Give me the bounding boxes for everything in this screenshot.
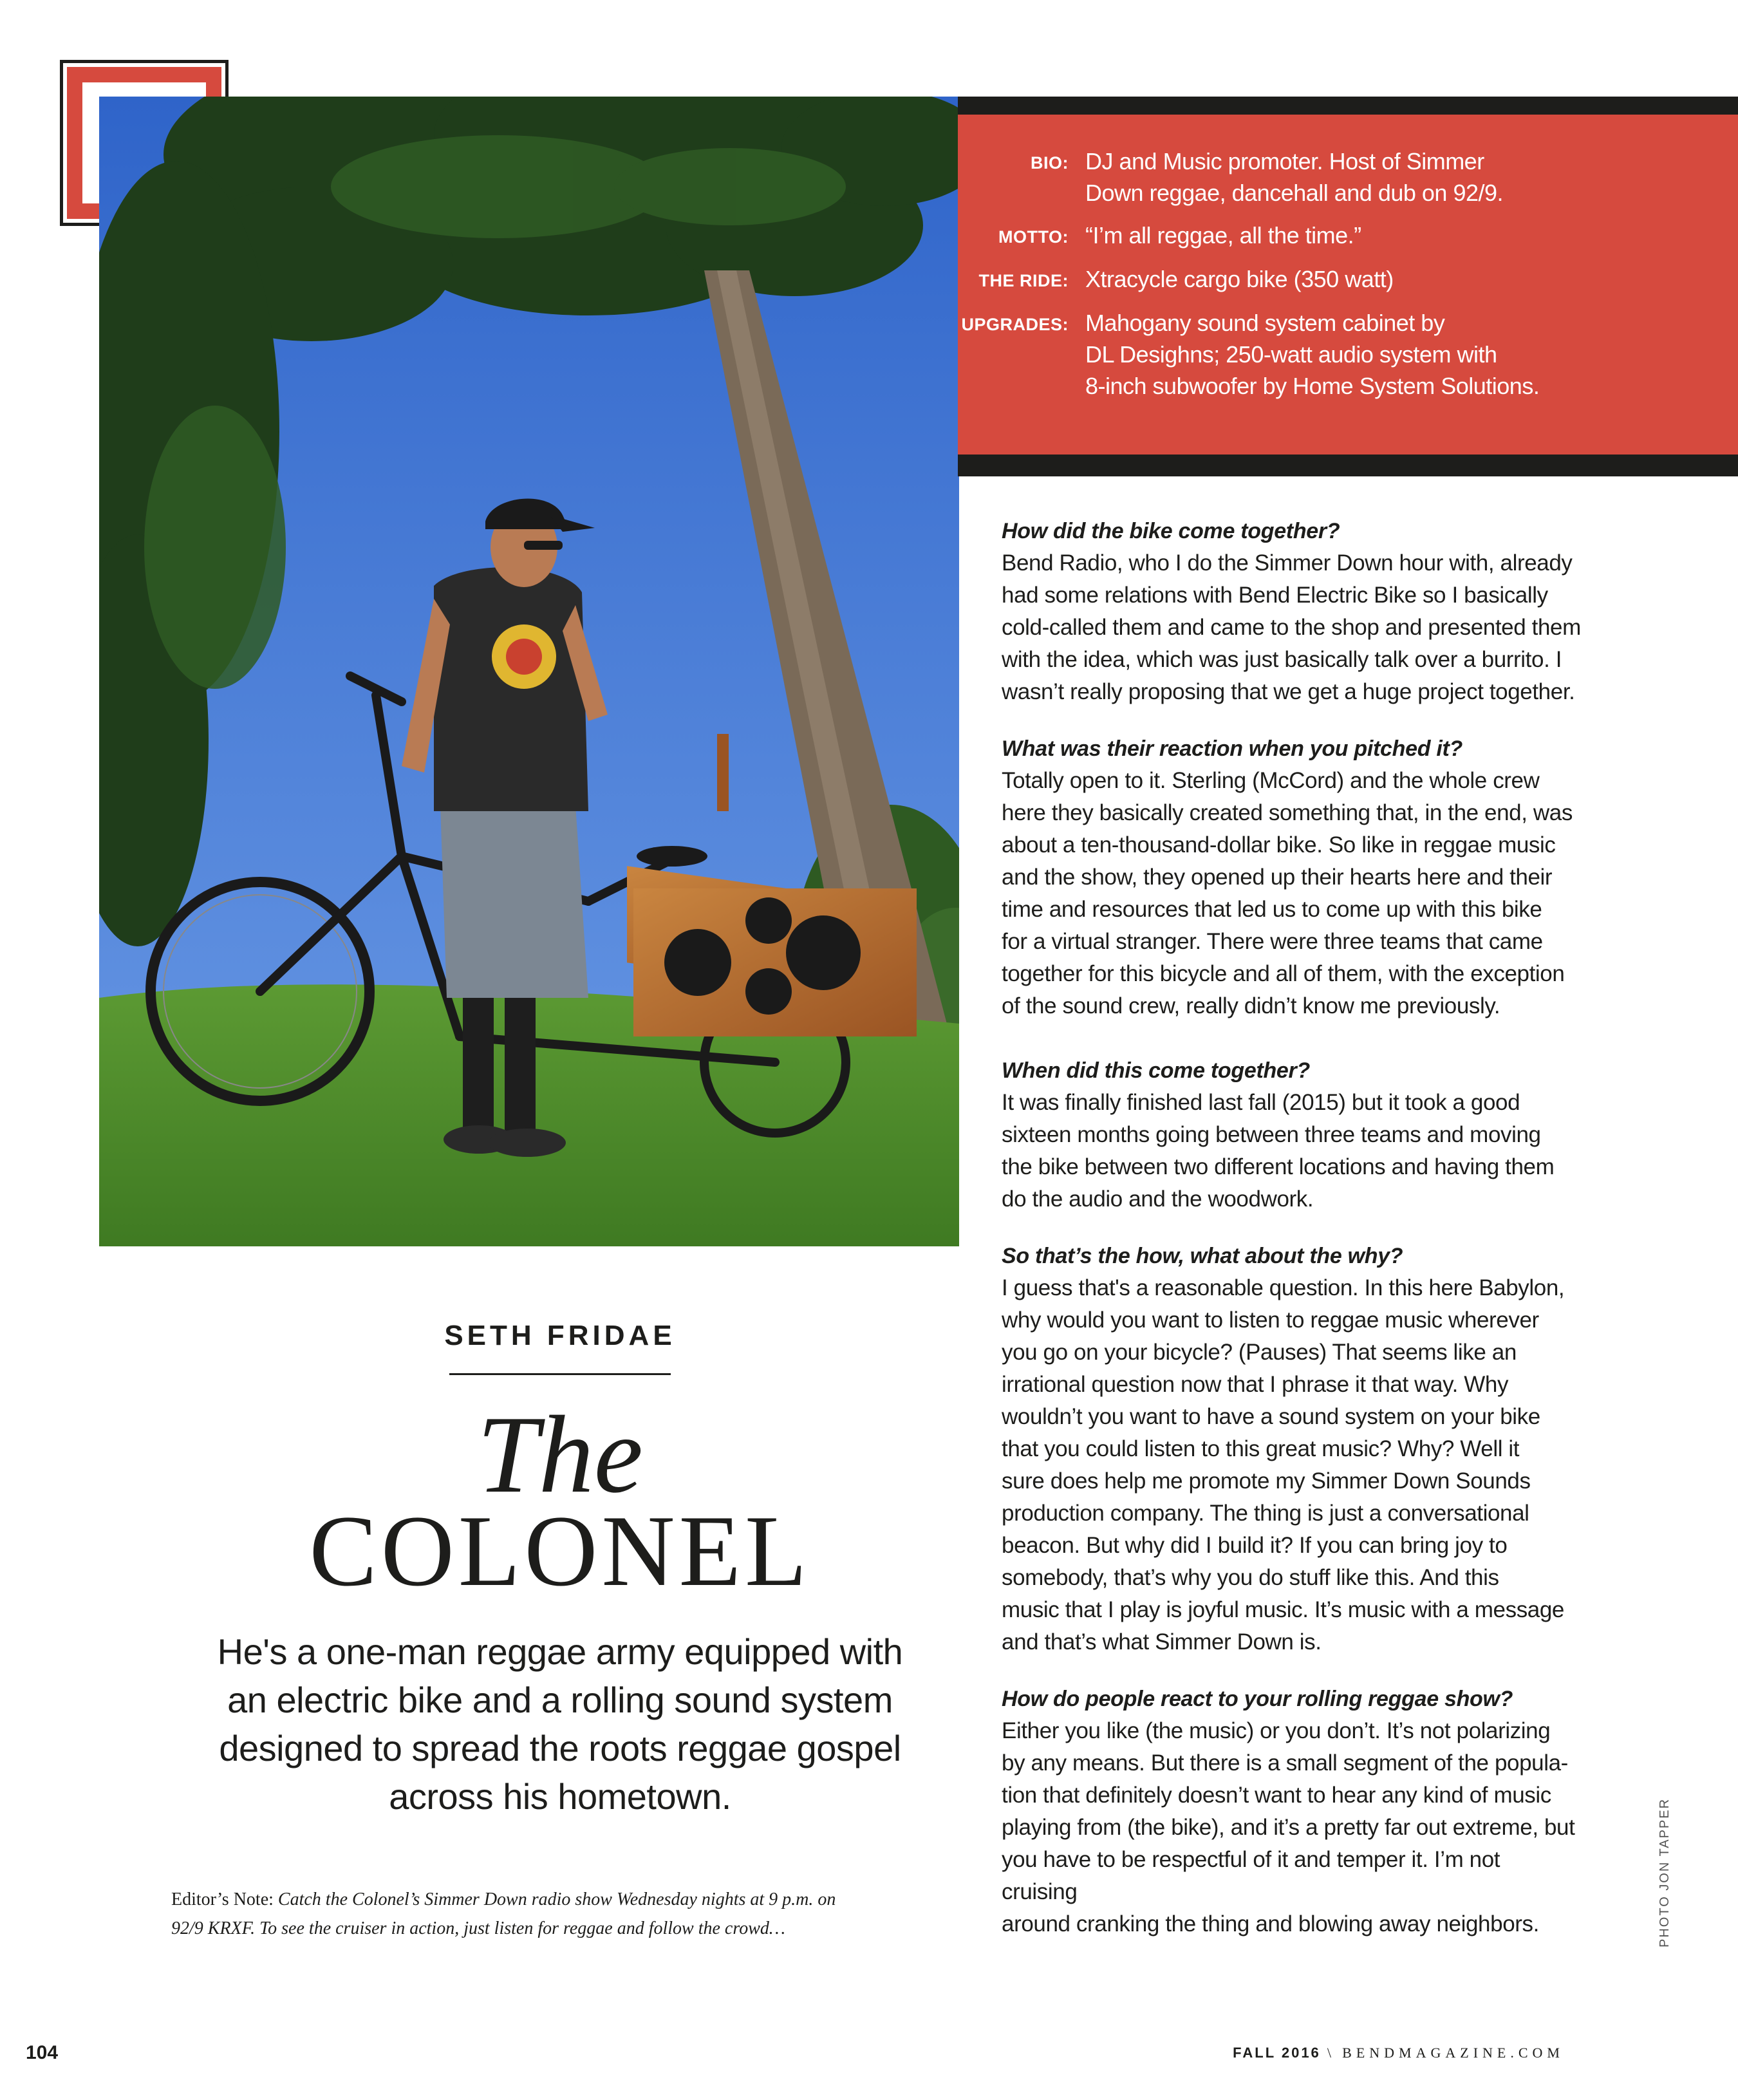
qa-answer-line: production company. The thing is just a conversational	[1002, 1501, 1529, 1526]
qa-question: When did this come together?	[1002, 1058, 1310, 1083]
photo-credit	[1654, 1799, 1675, 1947]
info-value	[1085, 220, 1549, 251]
qa-answer-line: that you could listen to this great music? Why? Well it	[1002, 1436, 1520, 1461]
qa-block	[1002, 1683, 1581, 1940]
qa-answer-line: It was finally finished last fall (2015) but it took a good	[1002, 1090, 1520, 1115]
photo-credit-text: PHOTO JON TAPPER	[1658, 1797, 1672, 1947]
editors-note-line	[171, 1885, 899, 1914]
qa-answer-line: sixteen months going between three teams and moving	[1002, 1122, 1541, 1147]
info-value-line: Xtracycle cargo bike (350 watt)	[1085, 266, 1394, 292]
hero-photo	[99, 97, 959, 1246]
qa-answer-line: wasn’t really proposing that we get a huge project together.	[1002, 679, 1575, 704]
qa-answer-line: the bike between two different locations and having them	[1002, 1154, 1555, 1179]
info-label: UPGRADES:	[961, 315, 1069, 334]
qa-block	[1002, 1240, 1581, 1658]
footer-site: BENDMAGAZINE.COM	[1342, 2045, 1564, 2061]
qa-answer-line: Bend Radio, who I do the Simmer Down hour with, already	[1002, 550, 1573, 576]
qa-question: So that’s the how, what about the why?	[1002, 1244, 1403, 1268]
editors-note-lead: Editor’s Note:	[171, 1889, 278, 1909]
editors-note-line: 92/9 KRXF. To see the cruiser in action, just listen for reggae and follow the crowd…	[171, 1918, 785, 1938]
page-number: 104	[26, 2042, 59, 2063]
qa-answer-line: around cranking the thing and blowing away neighbors.	[1002, 1911, 1539, 1936]
qa-answer-line: somebody, that’s why you do stuff like this. And this	[1002, 1565, 1499, 1590]
info-value-line: DL Desighns; 250-watt audio system with	[1085, 341, 1497, 368]
qa-answer-line: with the idea, which was just basically talk over a burrito. I	[1002, 647, 1562, 672]
info-box-top-bar	[958, 97, 1738, 115]
qa-answer-line: do the audio and the woodwork.	[1002, 1186, 1314, 1212]
qa-answer	[1002, 547, 1581, 708]
qa-answer-line: time and resources that led us to come up with this bike	[1002, 897, 1542, 922]
dek-line: designed to spread the roots reggae gospel	[219, 1728, 901, 1768]
editors-note-body: Catch the Colonel’s Simmer Down radio show Wednesday nights at 9 p.m. on	[277, 1889, 836, 1909]
info-label: THE RIDE:	[978, 271, 1069, 290]
info-value	[1085, 307, 1549, 402]
qa-answer-line: wouldn’t you want to have a sound system on your bike	[1002, 1404, 1540, 1429]
interview-column	[1002, 515, 1581, 1940]
dek-line: He's a one-man reggae army equipped with	[217, 1631, 903, 1672]
qa-answer	[1002, 1087, 1581, 1215]
qa-answer-line: you have to be respectful of it and temper it. I’m not cruising	[1002, 1847, 1500, 1904]
qa-answer	[1002, 1272, 1581, 1658]
photo-of-man-with-cargo-bike-icon	[99, 97, 959, 1246]
qa-question: How do people react to your rolling reggae show?	[1002, 1687, 1513, 1711]
byline-divider	[449, 1373, 671, 1375]
qa-answer-line: had some relations with Bend Electric Bike so I basically	[1002, 583, 1548, 608]
qa-block	[1002, 1055, 1581, 1215]
footer-issue: FALL 2016	[1233, 2045, 1321, 2061]
footer-issue-line	[1094, 2045, 1564, 2061]
qa-answer-line: beacon. But why did I build it? If you can bring joy to	[1002, 1533, 1508, 1558]
qa-answer	[1002, 765, 1581, 1022]
info-value-line: Mahogany sound system cabinet by	[1085, 310, 1445, 336]
qa-question: What was their reaction when you pitched it?	[1002, 736, 1462, 761]
dek-line: an electric bike and a rolling sound system	[227, 1680, 893, 1720]
qa-answer-line: and the show, they opened up their hearts here and their	[1002, 865, 1553, 890]
info-box	[958, 115, 1738, 455]
qa-block	[1002, 733, 1581, 1022]
info-value	[1085, 263, 1549, 295]
qa-answer	[1002, 1715, 1581, 1940]
qa-answer-line: why would you want to listen to reggae music wherever	[1002, 1308, 1539, 1333]
info-label: BIO:	[1031, 153, 1069, 173]
info-box-bottom-bar	[958, 455, 1738, 476]
qa-answer-line: you go on your bicycle? (Pauses) That seems like an	[1002, 1340, 1517, 1365]
qa-answer-line: for a virtual stranger. There were three teams that came	[1002, 929, 1543, 954]
info-value	[1085, 145, 1549, 209]
qa-answer-line: Either you like (the music) or you don’t. It’s not polarizing	[1002, 1718, 1551, 1743]
qa-question: How did the bike come together?	[1002, 519, 1340, 543]
qa-answer-line: about a ten-thousand-dollar bike. So like in reggae music	[1002, 832, 1556, 858]
info-value-line: “I’m all reggae, all the time.”	[1085, 222, 1361, 248]
qa-answer-line: music that I play is joyful music. It’s music with a message	[1002, 1597, 1564, 1622]
qa-answer-line: playing from (the bike), and it’s a pretty far out extreme, but	[1002, 1815, 1575, 1840]
article-dek	[167, 1627, 953, 1821]
qa-answer-line: Totally open to it. Sterling (McCord) and the whole crew	[1002, 768, 1540, 793]
info-value-line: Down reggae, dancehall and dub on 92/9.	[1085, 180, 1504, 206]
qa-answer-line: cold-called them and came to the shop and presented them	[1002, 615, 1581, 640]
editors-note	[171, 1885, 899, 1943]
qa-answer-line: and that’s what Simmer Down is.	[1002, 1629, 1322, 1655]
info-value-line: DJ and Music promoter. Host of Simmer	[1085, 148, 1484, 174]
qa-answer-line: tion that definitely doesn’t want to hear any kind of music	[1002, 1783, 1551, 1808]
info-value-line: 8-inch subwoofer by Home System Solutions.	[1085, 373, 1540, 399]
qa-answer-line: of the sound crew, really didn’t know me previously.	[1002, 993, 1500, 1018]
qa-answer-line: here they basically created something that, in the end, was	[1002, 800, 1573, 825]
page-title: COLONEL	[309, 1495, 811, 1608]
byline: SETH FRIDAE	[444, 1320, 676, 1351]
title-the: The	[477, 1394, 643, 1516]
qa-answer-line: by any means. But there is a small segment of the popula-	[1002, 1750, 1568, 1776]
qa-answer-line: together for this bicycle and all of them, with the exception	[1002, 961, 1565, 986]
qa-answer-line: I guess that's a reasonable question. In this here Babylon,	[1002, 1275, 1565, 1300]
dek-line: across his hometown.	[389, 1776, 731, 1817]
qa-answer-line: sure does help me promote my Simmer Down Sounds	[1002, 1468, 1531, 1494]
qa-answer-line: irrational question now that I phrase it that way. Why	[1002, 1372, 1509, 1397]
footer-separator: \	[1327, 2045, 1336, 2061]
qa-block	[1002, 515, 1581, 708]
info-label: MOTTO:	[998, 227, 1069, 247]
